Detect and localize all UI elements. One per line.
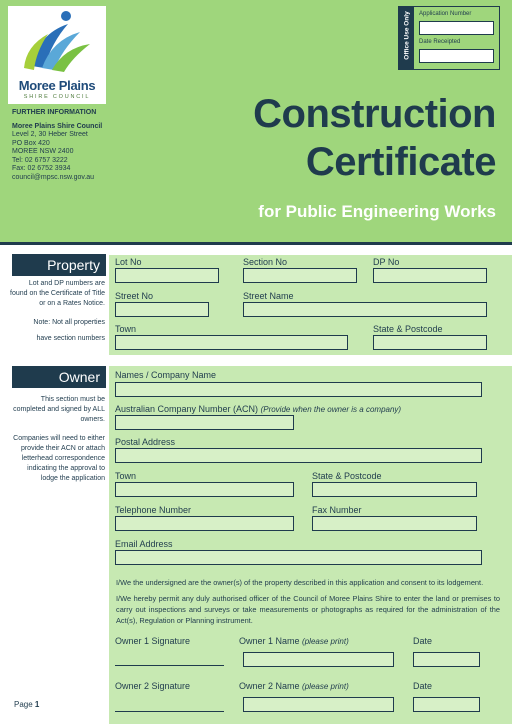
street-no-field[interactable] [115,302,209,317]
names-label: Names / Company Name [115,370,217,380]
owner2-signature-line[interactable] [115,711,224,712]
property-town-field[interactable] [115,335,348,350]
please-print-hint: (please print) [302,682,349,691]
names-field[interactable] [115,382,482,397]
application-number-label: Application Number [419,11,472,17]
property-note: Lot and DP numbers are found on the Certificate of Title or on a Rates Notice. [10,280,105,307]
postal-address-label: Postal Address [115,437,176,447]
contact-info [12,109,122,182]
owner2-name-label: Owner 2 Name (please print) [239,681,349,691]
lot-no-label: Lot No [115,257,142,267]
contact-email: council@mpsc.nsw.gov.au [12,173,95,181]
owner-company-note: Companies will need to either provide their ACN or attach letterhead correspondence indicating the approval to lodge the application [13,435,105,482]
owner2-date-label: Date [413,681,433,691]
property-town-label: Town [115,324,137,334]
owner1-name-field[interactable] [243,652,394,667]
date-receipted-field[interactable] [419,49,494,63]
property-note-sections-2: have section numbers [36,335,105,342]
property-heading: Property [12,254,106,276]
contact-line: Fax: 02 6752 3934 [12,165,71,172]
page-title-line1: Construction [253,92,496,136]
owner2-date-field[interactable] [413,697,480,712]
consent-statement: I/We the undersigned are the owner(s) of the property described in this application and consent to its lodgement. [116,578,484,587]
council-logo [8,6,106,104]
property-state-postcode-label: State & Postcode [373,324,443,334]
lot-no-field[interactable] [115,268,219,283]
owner-state-postcode-field[interactable] [312,482,477,497]
please-print-hint: (please print) [302,637,349,646]
owner1-date-label: Date [413,636,433,646]
email-field[interactable] [115,550,482,565]
section-no-label: Section No [243,257,288,267]
owner1-signature-label: Owner 1 Signature [115,636,191,646]
leaf-logo-icon [8,6,106,78]
page-title-line2: Certificate [305,140,496,184]
logo-name: Moree Plains [18,78,96,93]
date-receipted-label: Date Receipted [419,39,461,45]
owner1-date-field[interactable] [413,652,480,667]
acn-hint: (Provide when the owner is a company) [260,405,402,414]
contact-line: Tel: 02 6757 3222 [12,156,68,164]
page-subtitle: for Public Engineering Works [258,202,496,221]
header-divider [0,242,512,245]
street-name-label: Street Name [243,291,294,301]
office-use-tab: Office Use Only [399,7,414,69]
street-name-field[interactable] [243,302,487,317]
owner2-name-field[interactable] [243,697,394,712]
owner-state-postcode-label: State & Postcode [312,471,382,481]
contact-heading: FURTHER INFORMATION [12,109,97,116]
owner-town-label: Town [115,471,137,481]
section-no-field[interactable] [243,268,357,283]
telephone-field[interactable] [115,516,294,531]
acn-label: Australian Company Number (ACN) (Provide when the owner is a company) [115,404,402,414]
property-state-postcode-field[interactable] [373,335,487,350]
contact-name: Moree Plains Shire Council [12,122,103,130]
email-label: Email Address [115,539,173,549]
owner1-name-label: Owner 1 Name (please print) [239,636,349,646]
street-no-label: Street No [115,291,154,301]
owner-note: This section must be completed and signed by ALL owners. [13,396,105,423]
postal-address-field[interactable] [115,448,482,463]
office-use-box [398,6,500,70]
application-number-field[interactable] [419,21,494,35]
owner1-signature-line[interactable] [115,665,224,666]
owner-heading: Owner [12,366,106,388]
fax-field[interactable] [312,516,477,531]
authorisation-statement: I/We hereby permit any duly authorised officer of the Council of Moree Plains Shire to enter the land or premises to carry out inspections and surveys or take measurements or photographs as required for the administration of the Act(s), Regulation or Planning instrument. [116,594,500,625]
property-note-sections: Note: Not all properties [33,319,105,326]
dp-no-field[interactable] [373,268,487,283]
telephone-label: Telephone Number [115,505,192,515]
contact-line: Level 2, 30 Heber Street [12,131,88,138]
logo-subtitle: SHIRE COUNCIL [23,94,91,100]
acn-field[interactable] [115,415,294,430]
page-number: Page 1 [14,700,40,709]
owner-town-field[interactable] [115,482,294,497]
fax-label: Fax Number [312,505,362,515]
dp-no-label: DP No [373,257,400,267]
owner2-signature-label: Owner 2 Signature [115,681,191,691]
contact-line: MOREE NSW 2400 [12,148,74,155]
contact-line: PO Box 420 [12,139,50,147]
